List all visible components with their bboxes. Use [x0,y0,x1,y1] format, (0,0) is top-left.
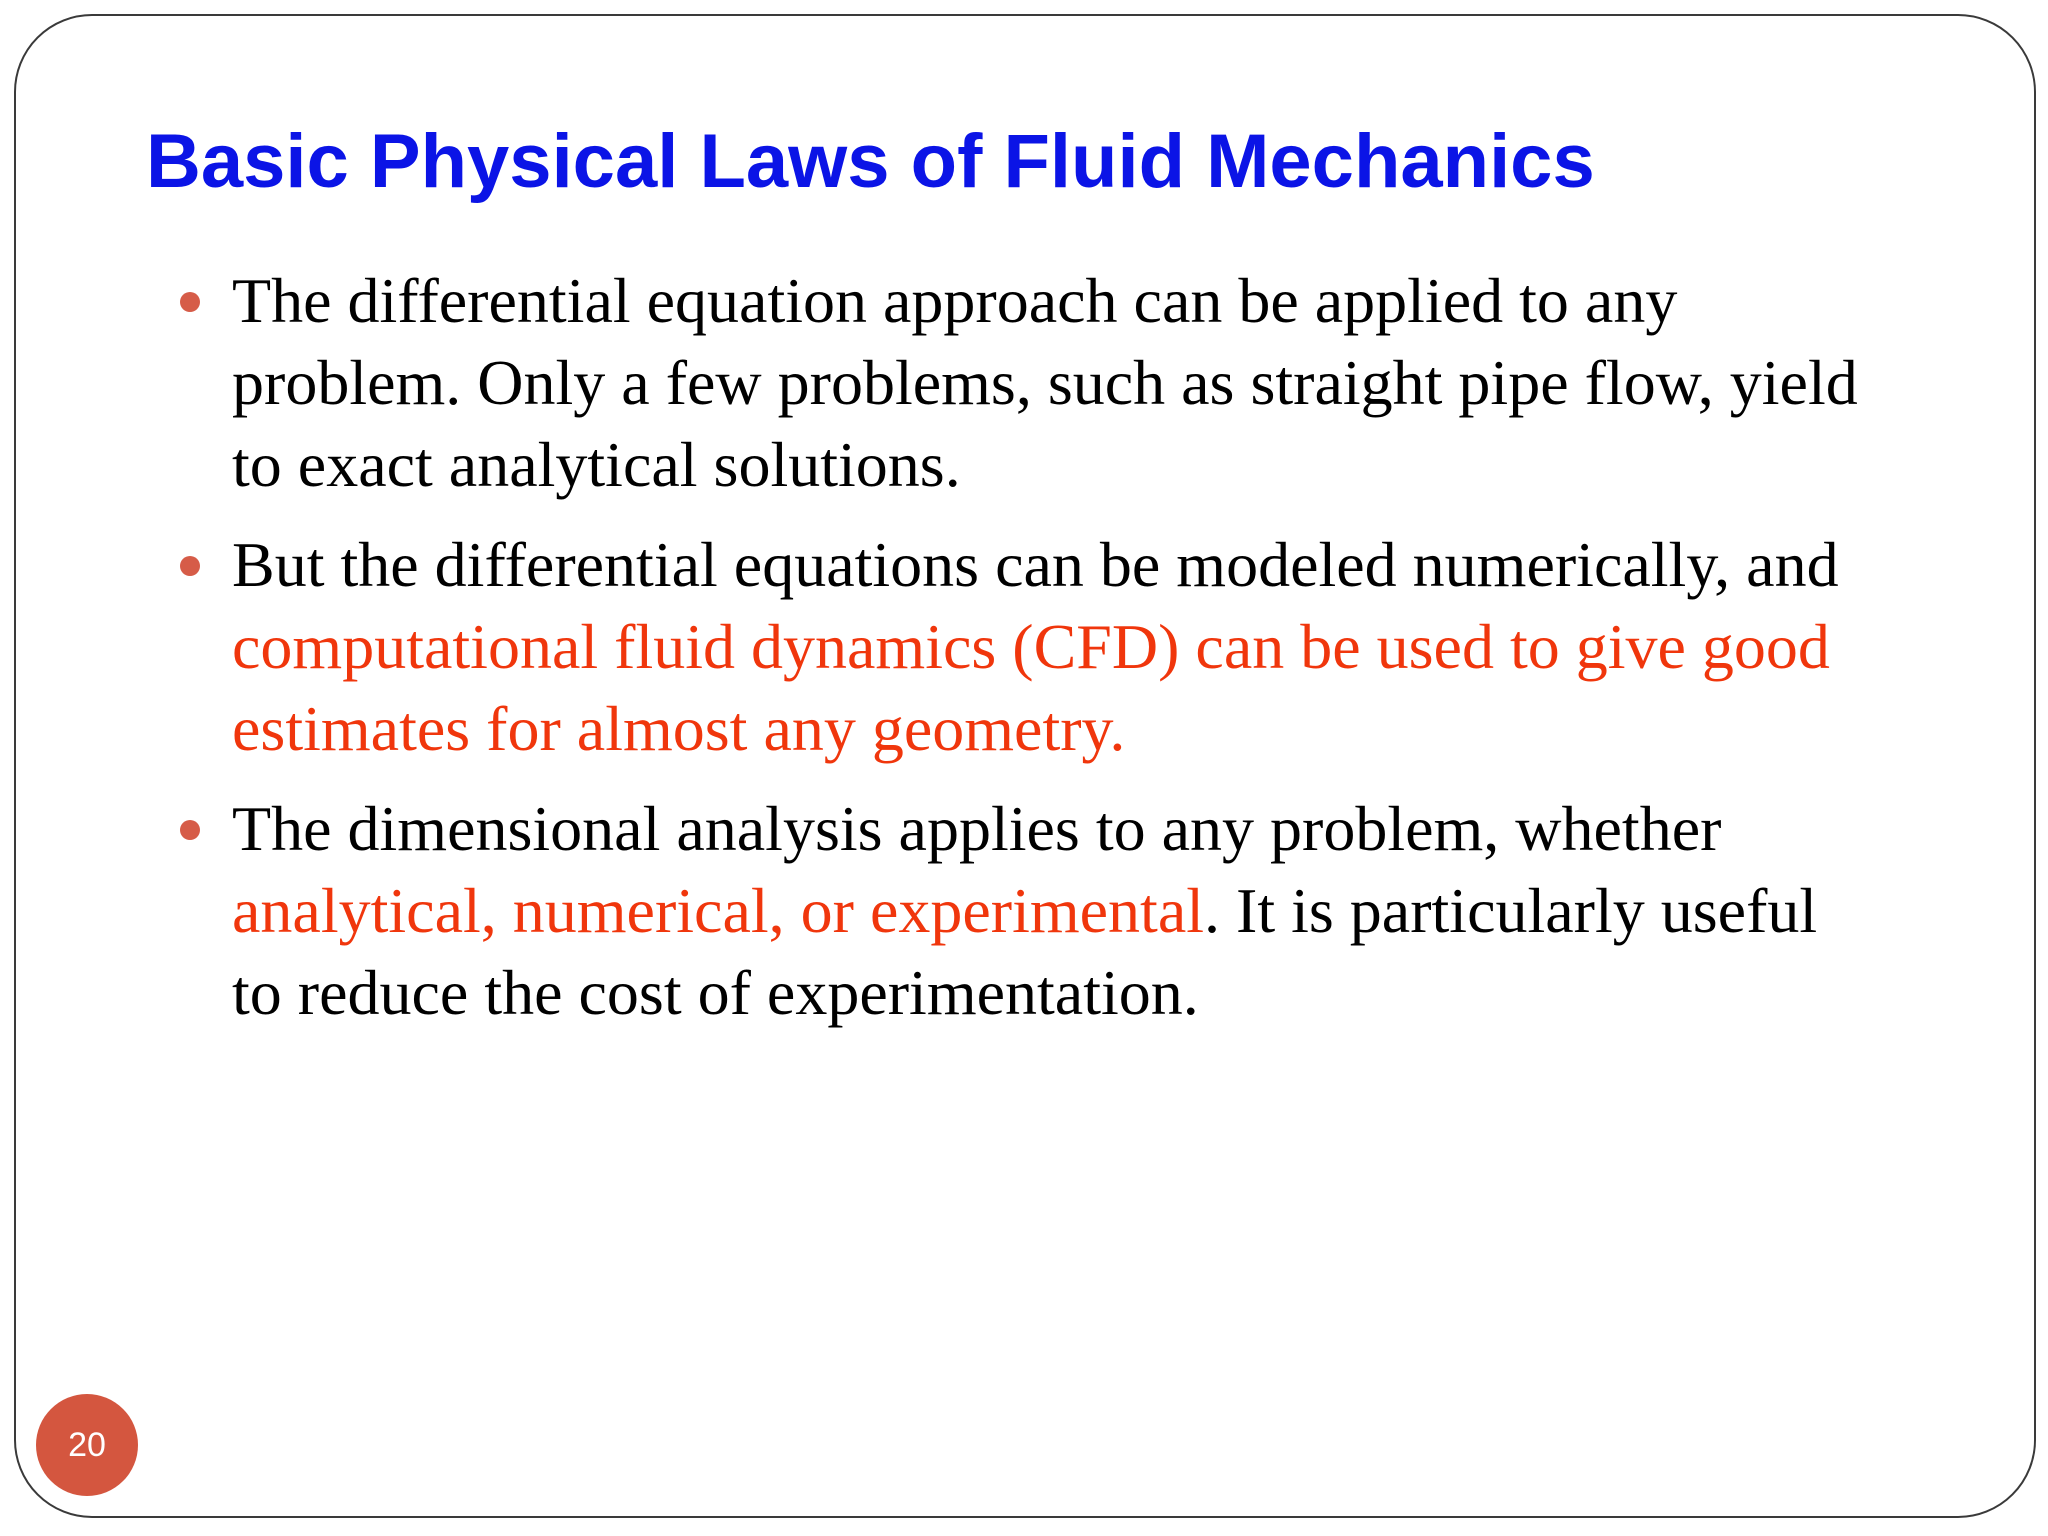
bullet-dot-icon [180,556,200,576]
bullet-text: But the differential equations can be modeled numerically, and [232,529,1839,600]
bullet-highlight-text: computational fluid dynamics (CFD) can be used to give good estimates for almost any geometry. [232,611,1830,764]
bullet-highlight-text: analytical, numerical, or experimental [232,875,1204,946]
slide [14,14,2036,1518]
bullet-text: The dimensional analysis applies to any problem, whether [232,793,1722,864]
bullet-text: The differential equation approach can be applied to any problem. Only a few problems, such as straight pipe flow, yield to exact analytical solutions. [232,265,1858,500]
bullet-dot-icon [180,820,200,840]
bullet-item-dimensional-analysis [16,788,1882,1034]
bullet-item-cfd [16,524,1882,770]
bullet-list [16,260,2036,1052]
page-number-badge: 20 [36,1394,138,1496]
bullet-dot-icon [180,292,200,312]
slide-title: Basic Physical Laws of Fluid Mechanics [146,119,1595,204]
bullet-item-differential-approach [16,260,1882,506]
bullet-text-suffix: . It is particularly useful to reduce the cost of experimentation. [232,875,1818,1028]
